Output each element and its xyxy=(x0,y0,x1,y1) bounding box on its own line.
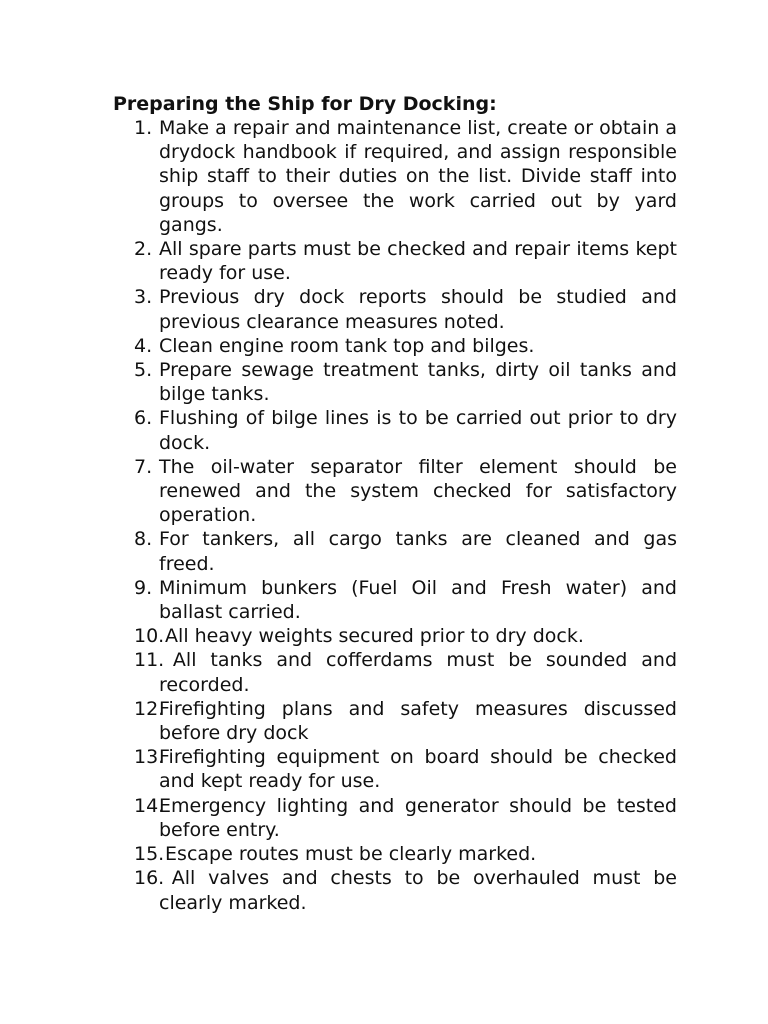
item-text: Previous dry dock reports should be studied and previous clearance measures noted. xyxy=(159,286,677,333)
item-text: All tanks and cofferdams must be sounded and recorded. xyxy=(159,649,677,696)
item-number: 11. xyxy=(134,649,165,672)
list-item xyxy=(113,842,677,866)
item-text: All valves and chests to be overhauled must be clearly marked. xyxy=(159,867,677,914)
item-number: 13. xyxy=(134,746,165,769)
item-number: 5. xyxy=(134,359,153,382)
item-number: 10. xyxy=(134,625,165,648)
list-item xyxy=(113,285,677,333)
list-item xyxy=(113,697,677,745)
item-text: Make a repair and maintenance list, create or obtain a drydock handbook if required, and assign responsible ship staff to their duties on the list. Divide staff into groups to oversee the work carried out by yard gangs. xyxy=(159,117,677,236)
list-item xyxy=(113,455,677,528)
item-number: 3. xyxy=(134,286,153,309)
item-text: Flushing of bilge lines is to be carried out prior to dry dock. xyxy=(159,407,677,454)
list-item xyxy=(113,358,677,406)
list-item xyxy=(113,745,677,793)
list-item xyxy=(113,648,677,696)
list-item xyxy=(113,866,677,914)
list-item xyxy=(113,406,677,454)
item-number: 2. xyxy=(134,238,153,261)
document-page xyxy=(113,92,677,915)
item-text: All spare parts must be checked and repair items kept ready for use. xyxy=(159,238,677,285)
item-text: For tankers, all cargo tanks are cleaned and gas freed. xyxy=(159,528,677,575)
item-number: 8. xyxy=(134,528,153,551)
item-number: 6. xyxy=(134,407,153,430)
item-number: 7. xyxy=(134,455,153,478)
item-text: Clean engine room tank top and bilges. xyxy=(159,334,535,357)
item-number: 15. xyxy=(134,843,165,866)
item-number: 4. xyxy=(134,334,153,357)
list-item xyxy=(113,794,677,842)
item-text: Firefighting plans and safety measures discussed before dry dock xyxy=(159,697,677,745)
item-text: Emergency lighting and generator should be tested before entry. xyxy=(159,794,677,841)
item-text: Escape routes must be clearly marked. xyxy=(159,843,537,866)
item-number: 16. xyxy=(134,867,165,890)
list-item xyxy=(113,334,677,358)
list-item xyxy=(113,116,677,237)
checklist xyxy=(113,116,677,915)
document-title: Preparing the Ship for Dry Docking: xyxy=(113,93,497,115)
item-text: Firefighting equipment on board should be checked and kept ready for use. xyxy=(159,746,677,793)
item-number: 12. xyxy=(134,697,165,720)
list-item xyxy=(113,576,677,624)
item-text: The oil-water separator filter element should be renewed and the system checked for satisfactory operation. xyxy=(159,455,677,527)
list-item xyxy=(113,237,677,285)
item-number: 9. xyxy=(134,576,153,599)
item-text: Prepare sewage treatment tanks, dirty oil tanks and bilge tanks. xyxy=(159,359,677,406)
item-text: Minimum bunkers (Fuel Oil and Fresh water) and ballast carried. xyxy=(159,576,677,624)
list-item xyxy=(113,527,677,575)
item-text: All heavy weights secured prior to dry dock. xyxy=(159,625,584,648)
list-item xyxy=(113,624,677,648)
item-number: 14. xyxy=(134,794,165,817)
item-number: 1. xyxy=(134,117,153,139)
